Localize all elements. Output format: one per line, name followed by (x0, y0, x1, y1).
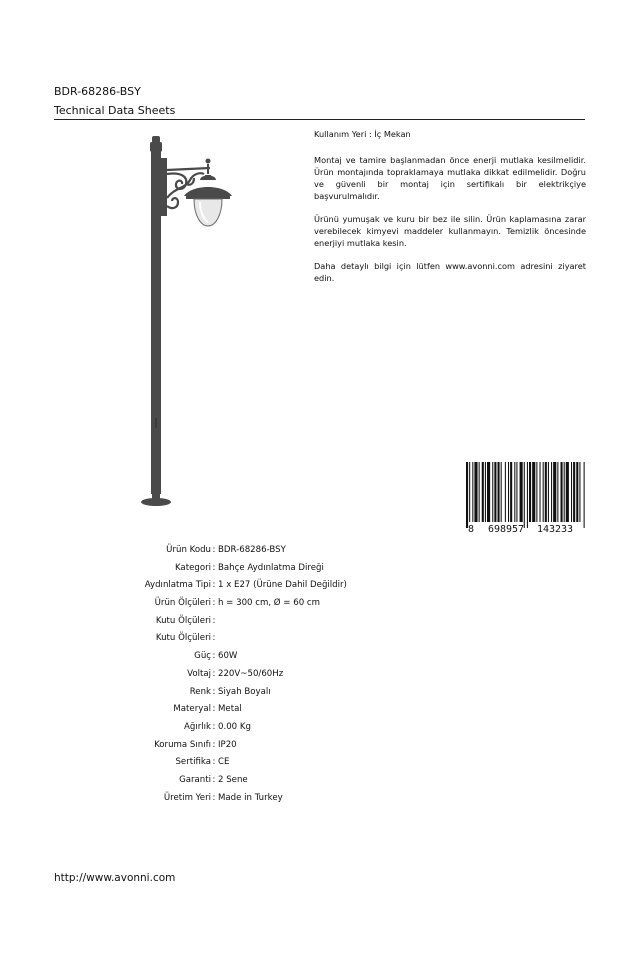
barcode-bar (505, 462, 506, 522)
spec-value: 2 Sene (218, 774, 248, 785)
spec-row (110, 793, 347, 811)
spec-separator: : (212, 651, 216, 662)
spec-separator: : (212, 580, 216, 591)
spec-label: Kutu Ölçüleri (155, 633, 211, 644)
barcode-digits-right: 143233 (536, 524, 574, 534)
spec-row (110, 545, 347, 563)
spec-separator: : (212, 792, 216, 803)
document-title: Technical Data Sheets (54, 104, 176, 117)
footer-website-link[interactable]: http://www.avonni.com (54, 872, 176, 884)
barcode-bar (579, 462, 580, 522)
spec-label: Garanti (179, 774, 211, 785)
spec-separator: : (212, 668, 216, 679)
spec-value: IP20 (218, 739, 237, 750)
spec-row (110, 687, 347, 705)
spec-value: Metal (218, 704, 242, 715)
spec-value: CE (218, 757, 230, 768)
barcode-bar (501, 462, 502, 522)
spec-table (110, 545, 347, 810)
spec-separator: : (212, 721, 216, 732)
spec-value: 60W (218, 651, 238, 662)
barcode-bar (548, 462, 549, 522)
barcode-bar (536, 462, 537, 522)
barcode-bar (553, 462, 556, 522)
barcode-bar (576, 462, 578, 522)
spec-label: Kategori (174, 562, 211, 573)
barcode-bar (561, 462, 563, 522)
spec-label: Materyal (173, 704, 211, 715)
barcode-digits-left: 698957 (487, 524, 525, 534)
barcode-bar (527, 462, 528, 528)
barcode-bar (479, 462, 480, 522)
spec-separator: : (212, 739, 216, 750)
spec-label: Renk (189, 686, 211, 697)
barcode-bar (520, 462, 523, 522)
product-description (314, 128, 586, 295)
barcode-bar (466, 462, 468, 528)
spec-value (217, 616, 218, 634)
barcode-bar (543, 462, 544, 522)
spec-separator: : (212, 774, 216, 785)
barcode-bar (584, 462, 585, 528)
barcode-bar (529, 462, 531, 522)
spec-label: Ağırlık (183, 721, 211, 732)
spec-row (110, 563, 347, 581)
barcode-bar (508, 462, 509, 522)
spec-label: Aydınlatma Tipi (144, 580, 211, 591)
barcode-bar (551, 462, 552, 522)
spec-row (110, 669, 347, 687)
spec-value: 0.00 Kg (218, 721, 251, 732)
spec-value: h = 300 cm, Ø = 60 cm (218, 598, 320, 609)
barcode-bar (564, 462, 565, 522)
barcode-bar (557, 462, 558, 522)
spec-label: Voltaj (187, 668, 211, 679)
barcode-bar (540, 462, 541, 522)
spec-value: 220V~50/60Hz (218, 668, 284, 679)
spec-row (110, 580, 347, 598)
barcode-bar (485, 462, 486, 522)
spec-row (110, 651, 347, 669)
barcode-bar (532, 462, 535, 522)
spec-separator: : (212, 615, 216, 626)
spec-label: Üretim Yeri (163, 792, 211, 803)
spec-row (110, 740, 347, 758)
barcode-digit-first: 8 (467, 524, 475, 534)
barcode-bar (510, 462, 512, 522)
barcode-bar (573, 462, 575, 522)
spec-value: Made in Turkey (218, 792, 283, 803)
barcode-bar (469, 462, 470, 522)
spec-separator: : (212, 633, 216, 644)
header-divider (54, 119, 585, 120)
spec-row (110, 775, 347, 793)
barcode-bar (492, 462, 493, 522)
barcode-bar (516, 462, 517, 522)
spec-value: Bahçe Aydınlatma Direği (218, 562, 324, 573)
spec-row (110, 704, 347, 722)
cleaning-instructions: Ürünü yumuşak ve kuru bir bez ile silin. Ürün kaplamasına zarar verebilecek kimyevi maddeler kullanmayın. Temizlik öncesinde enerjiyi mutlaka kesin. (314, 214, 586, 248)
spec-separator: : (212, 562, 216, 573)
spec-separator: : (212, 686, 216, 697)
barcode-bar (545, 462, 547, 522)
spec-row (110, 722, 347, 740)
spec-label: Sertifika (175, 757, 211, 768)
product-barcode (465, 462, 586, 534)
spec-label: Ürün Kodu (166, 545, 211, 555)
installation-warning: Montaj ve tamire başlanmadan önce enerji mutlaka kesilmelidir. Ürün montajında topraklamaya mutlaka dikkat edilmelidir. Doğru ve güvenli bir montaj için sertifikalı bir elektrikçiye başvurulmalıdır. (314, 155, 586, 201)
spec-row (110, 616, 347, 634)
spec-separator: : (212, 757, 216, 768)
spec-separator: : (212, 704, 216, 715)
barcode-bar (514, 462, 515, 522)
barcode-bar (494, 462, 496, 522)
spec-label: Kutu Ölçüleri (155, 615, 211, 626)
spec-label: Ürün Ölçüleri (154, 598, 211, 609)
barcode-bar (566, 462, 569, 522)
spec-row (110, 757, 347, 775)
spec-value: Siyah Boyalı (218, 686, 271, 697)
barcode-bar (472, 462, 473, 522)
barcode-bar (524, 462, 525, 528)
spec-separator: : (212, 545, 216, 555)
spec-value: BDR-68286-BSY (218, 545, 286, 555)
barcode-bar (474, 462, 477, 522)
spec-row (110, 598, 347, 616)
spec-label: Güç (194, 651, 211, 662)
barcode-bar (498, 462, 500, 522)
more-info-note: Daha detaylı bilgi için lütfen www.avonni.com adresini ziyaret edin. (314, 261, 586, 283)
barcode-bar (571, 462, 572, 522)
product-code-heading: BDR-68286-BSY (54, 85, 141, 98)
spec-row (110, 633, 347, 651)
spec-value: 1 x E27 (Ürüne Dahil Değildir) (218, 580, 347, 591)
barcode-bar (482, 462, 484, 522)
usage-location: Kullanım Yeri : İç Mekan (314, 129, 411, 139)
spec-label: Koruma Sınıfı (154, 739, 211, 750)
spec-separator: : (212, 598, 216, 609)
spec-value (217, 633, 218, 651)
barcode-bar (487, 462, 490, 522)
garden-lamp-post-image (128, 128, 248, 512)
